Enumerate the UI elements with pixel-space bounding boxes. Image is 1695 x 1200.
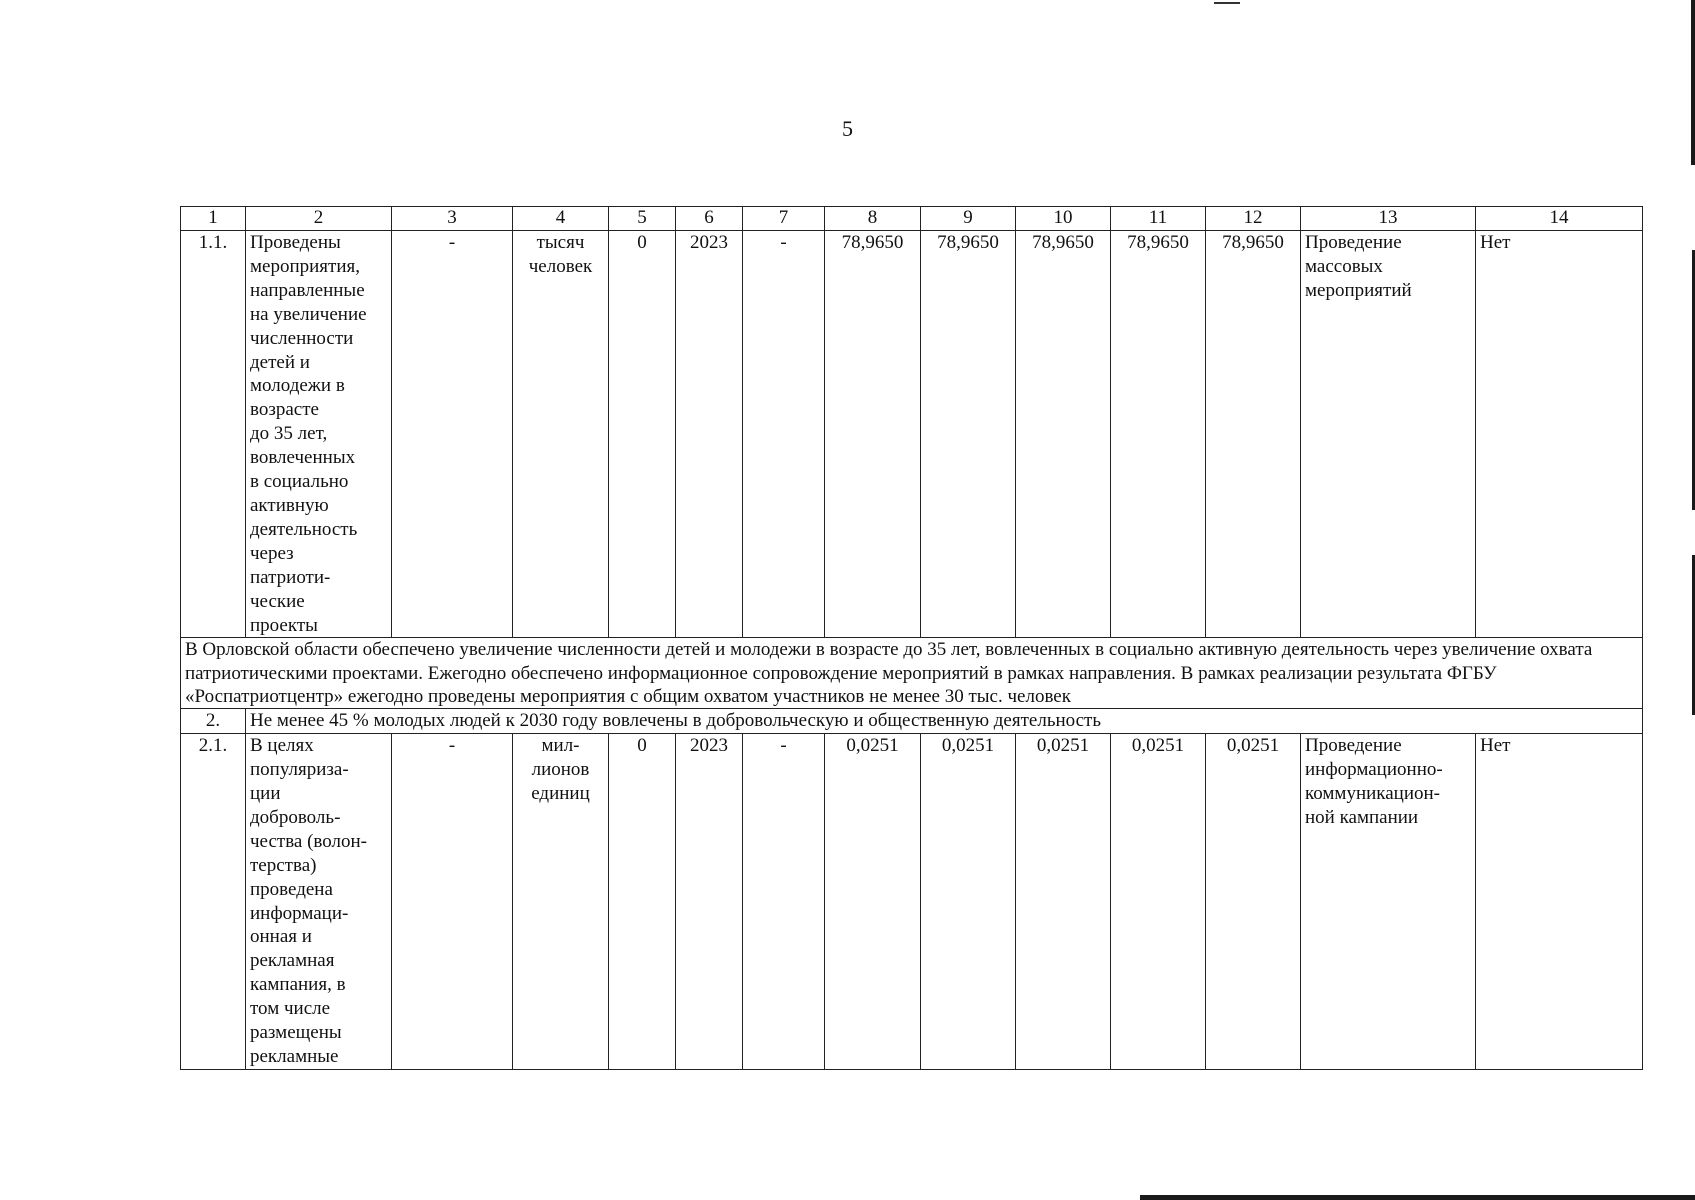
column-number: 4: [513, 207, 609, 231]
value-col-8: 0,0251: [825, 734, 921, 1070]
base-year: 2023: [676, 734, 743, 1070]
value-col-8: 78,9650: [825, 231, 921, 638]
column-number: 13: [1301, 207, 1476, 231]
base-value: 0: [609, 231, 676, 638]
column-number: 8: [825, 207, 921, 231]
table-row-section-2: [181, 709, 1643, 734]
value-col-11: 0,0251: [1111, 734, 1206, 1070]
column-number: 7: [743, 207, 825, 231]
value-col-11: 78,9650: [1111, 231, 1206, 638]
cell-col-7: -: [743, 231, 825, 638]
result-description: В Орловской области обеспечено увеличение численности детей и молодежи в возрасте до 35 лет, вовлеченных в социально активную деятельность через увеличение охвата патриотическими проектами. Ежегодно обеспечено информационное сопровождение мероприятий в рамках направления. В рамках реализации результата ФГБУ «Роспатриотцентр» ежегодно проведены мероприятия с общим охватом участников не менее 30 тыс. человек: [181, 638, 1643, 709]
row-number: 1.1.: [181, 231, 246, 638]
value-col-9: 0,0251: [921, 734, 1016, 1070]
unit-of-measure: тысяч человек: [513, 231, 609, 638]
base-year: 2023: [676, 231, 743, 638]
scan-artifact-bottom: [1140, 1195, 1695, 1200]
page-number: 5: [842, 116, 853, 141]
value-col-9: 78,9650: [921, 231, 1016, 638]
base-value: 0: [609, 734, 676, 1070]
unit-of-measure: мил- лионов единиц: [513, 734, 609, 1070]
result-name: Проведены мероприятия, направленные на увеличение численности детей и молодежи в возрасте до 35 лет, вовлеченных в социально активную деятельность через патриоти- ческие проекты: [246, 231, 392, 638]
column-number: 6: [676, 207, 743, 231]
section-number: 2.: [181, 709, 246, 734]
column-number: 10: [1016, 207, 1111, 231]
result-name: В целях популяриза- ции доброволь- чества (волон- терства) проведена информаци- онная и рекламная кампания, в том числе размещены рекламные: [246, 734, 392, 1070]
cell-col-14: Нет: [1476, 734, 1643, 1070]
activity-type: Проведение массовых мероприятий: [1301, 231, 1476, 638]
column-number: 1: [181, 207, 246, 231]
column-number: 3: [392, 207, 513, 231]
cell-col-3: -: [392, 734, 513, 1070]
activity-type: Проведение информационно- коммуникацион- ной кампании: [1301, 734, 1476, 1070]
value-col-12: 0,0251: [1206, 734, 1301, 1070]
value-col-12: 78,9650: [1206, 231, 1301, 638]
column-number: 5: [609, 207, 676, 231]
column-number: 2: [246, 207, 392, 231]
table-row-1-1: [181, 231, 1643, 638]
value-col-10: 78,9650: [1016, 231, 1111, 638]
section-title: Не менее 45 % молодых людей к 2030 году вовлечены в добровольческую и общественную деятельность: [246, 709, 1643, 734]
table-row-note: [181, 638, 1643, 709]
value-col-10: 0,0251: [1016, 734, 1111, 1070]
column-number: 11: [1111, 207, 1206, 231]
cell-col-14: Нет: [1476, 231, 1643, 638]
column-number: 9: [921, 207, 1016, 231]
row-number: 2.1.: [181, 734, 246, 1070]
table-row-2-1: [181, 734, 1643, 1070]
indicator-table: [180, 206, 1643, 1070]
column-number: 12: [1206, 207, 1301, 231]
cell-col-3: -: [392, 231, 513, 638]
scan-artifact-top: [1214, 2, 1240, 4]
column-number-row: [181, 207, 1643, 231]
cell-col-7: -: [743, 734, 825, 1070]
column-number: 14: [1476, 207, 1643, 231]
